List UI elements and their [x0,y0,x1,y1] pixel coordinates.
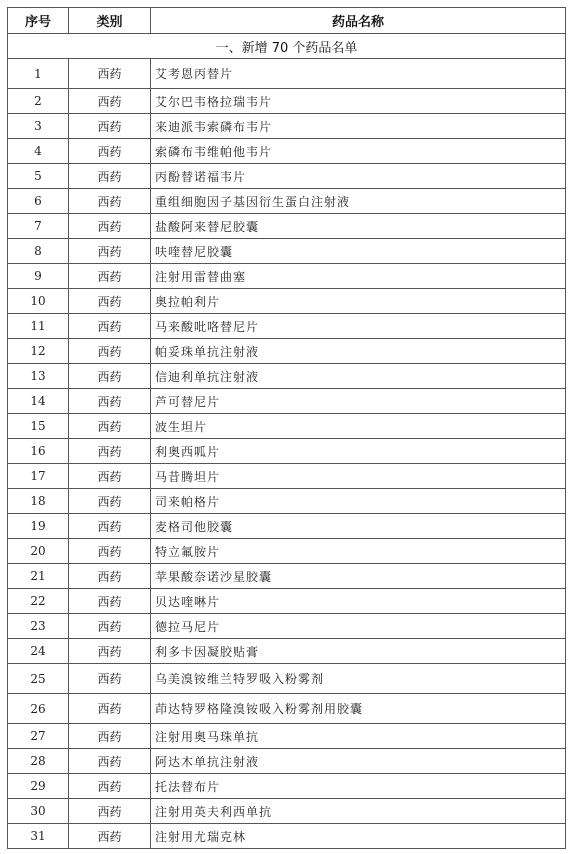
row-category: 西药 [69,339,151,364]
table-row [8,799,566,824]
table-row [8,364,566,389]
row-category: 西药 [69,214,151,239]
row-category: 西药 [69,139,151,164]
table-row [8,514,566,539]
row-drug-name: 马昔腾坦片 [151,464,566,489]
row-category: 西药 [69,724,151,749]
table-row [8,564,566,589]
table-row [8,89,566,114]
table-row [8,139,566,164]
table-row [8,664,566,694]
table-row [8,439,566,464]
row-category: 西药 [69,489,151,514]
table-row [8,59,566,89]
drug-list-table [7,7,566,849]
row-number: 13 [8,364,69,389]
row-category: 西药 [69,364,151,389]
row-category: 西药 [69,414,151,439]
row-category: 西药 [69,239,151,264]
row-number: 28 [8,749,69,774]
row-category: 西药 [69,774,151,799]
row-category: 西药 [69,664,151,694]
row-number: 22 [8,589,69,614]
row-drug-name: 马来酸吡咯替尼片 [151,314,566,339]
row-drug-name: 乌美溴铵维兰特罗吸入粉雾剂 [151,664,566,694]
table-row [8,824,566,849]
row-number: 17 [8,464,69,489]
row-category: 西药 [69,89,151,114]
row-category: 西药 [69,799,151,824]
row-drug-name: 来迪派韦索磷布韦片 [151,114,566,139]
row-category: 西药 [69,114,151,139]
row-drug-name: 注射用尤瑞克林 [151,824,566,849]
row-number: 8 [8,239,69,264]
table-row [8,589,566,614]
header-no: 序号 [8,8,69,34]
header-row [8,8,566,34]
row-number: 30 [8,799,69,824]
row-number: 29 [8,774,69,799]
table-row [8,389,566,414]
row-drug-name: 麦格司他胶囊 [151,514,566,539]
row-number: 27 [8,724,69,749]
row-number: 31 [8,824,69,849]
row-number: 4 [8,139,69,164]
row-drug-name: 贝达喹啉片 [151,589,566,614]
row-category: 西药 [69,439,151,464]
section-row [8,34,566,59]
table-row [8,289,566,314]
row-drug-name: 利多卡因凝胶贴膏 [151,639,566,664]
row-drug-name: 艾尔巴韦格拉瑞韦片 [151,89,566,114]
row-category: 西药 [69,164,151,189]
table-row [8,239,566,264]
row-drug-name: 利奥西呱片 [151,439,566,464]
row-drug-name: 帕妥珠单抗注射液 [151,339,566,364]
row-number: 19 [8,514,69,539]
row-drug-name: 注射用雷替曲塞 [151,264,566,289]
row-category: 西药 [69,389,151,414]
row-drug-name: 阿达木单抗注射液 [151,749,566,774]
table-row [8,189,566,214]
table-row [8,614,566,639]
row-category: 西药 [69,614,151,639]
row-number: 5 [8,164,69,189]
row-number: 26 [8,694,69,724]
row-number: 11 [8,314,69,339]
row-drug-name: 苹果酸奈诺沙星胶囊 [151,564,566,589]
table-row [8,214,566,239]
row-number: 3 [8,114,69,139]
row-number: 14 [8,389,69,414]
table-row [8,639,566,664]
row-category: 西药 [69,514,151,539]
row-category: 西药 [69,539,151,564]
header-category: 类别 [69,8,151,34]
table-row [8,339,566,364]
row-drug-name: 芦可替尼片 [151,389,566,414]
row-number: 7 [8,214,69,239]
row-category: 西药 [69,264,151,289]
row-drug-name: 索磷布韦维帕他韦片 [151,139,566,164]
row-number: 23 [8,614,69,639]
row-category: 西药 [69,314,151,339]
row-drug-name: 托法替布片 [151,774,566,799]
row-number: 12 [8,339,69,364]
row-drug-name: 特立氟胺片 [151,539,566,564]
row-drug-name: 波生坦片 [151,414,566,439]
row-number: 21 [8,564,69,589]
table-row [8,774,566,799]
table-row [8,464,566,489]
row-number: 25 [8,664,69,694]
table-row [8,539,566,564]
row-category: 西药 [69,589,151,614]
row-category: 西药 [69,289,151,314]
row-number: 16 [8,439,69,464]
row-number: 1 [8,59,69,89]
table-row [8,414,566,439]
row-drug-name: 呋喹替尼胶囊 [151,239,566,264]
row-number: 20 [8,539,69,564]
row-drug-name: 艾考恩丙替片 [151,59,566,89]
row-category: 西药 [69,694,151,724]
row-category: 西药 [69,564,151,589]
table-row [8,164,566,189]
row-category: 西药 [69,189,151,214]
row-drug-name: 司来帕格片 [151,489,566,514]
row-drug-name: 注射用英夫利西单抗 [151,799,566,824]
row-drug-name: 信迪利单抗注射液 [151,364,566,389]
table-row [8,489,566,514]
row-number: 10 [8,289,69,314]
row-drug-name: 德拉马尼片 [151,614,566,639]
row-category: 西药 [69,59,151,89]
table-row [8,749,566,774]
row-drug-name: 盐酸阿来替尼胶囊 [151,214,566,239]
row-drug-name: 茚达特罗格隆溴铵吸入粉雾剂用胶囊 [151,694,566,724]
row-number: 6 [8,189,69,214]
section-title: 一、新增 70 个药品名单 [8,34,566,59]
row-number: 2 [8,89,69,114]
row-number: 9 [8,264,69,289]
table-row [8,694,566,724]
row-drug-name: 注射用奥马珠单抗 [151,724,566,749]
row-drug-name: 丙酚替诺福韦片 [151,164,566,189]
row-category: 西药 [69,639,151,664]
table-row [8,724,566,749]
table-row [8,264,566,289]
row-number: 15 [8,414,69,439]
row-category: 西药 [69,749,151,774]
row-category: 西药 [69,464,151,489]
row-number: 24 [8,639,69,664]
table-row [8,114,566,139]
row-drug-name: 重组细胞因子基因衍生蛋白注射液 [151,189,566,214]
header-drug-name: 药品名称 [151,8,566,34]
row-number: 18 [8,489,69,514]
row-drug-name: 奥拉帕利片 [151,289,566,314]
row-category: 西药 [69,824,151,849]
table-row [8,314,566,339]
